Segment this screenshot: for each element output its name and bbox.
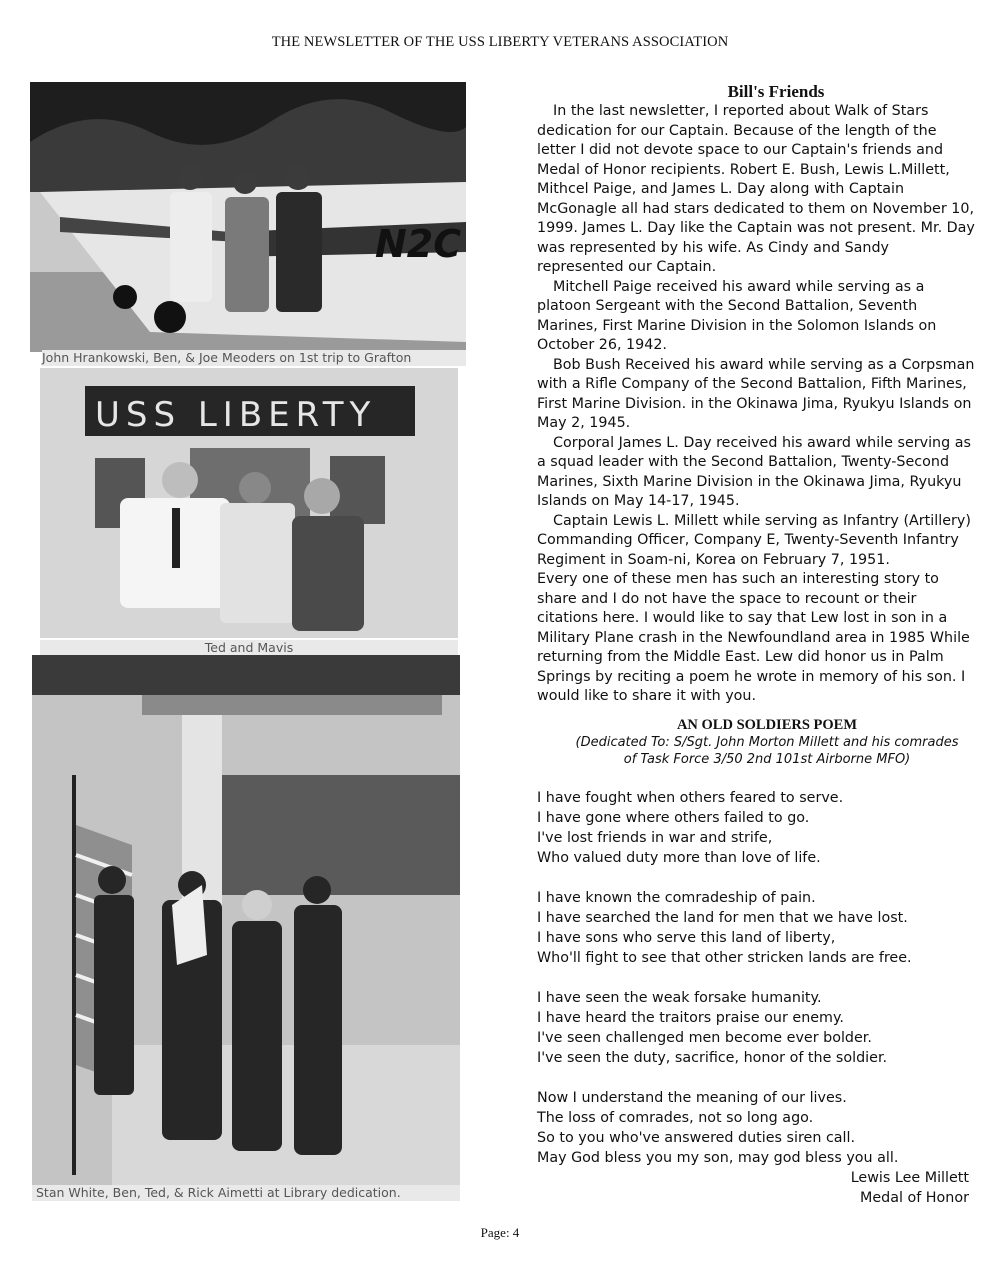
article-title: Bill's Friends <box>727 82 825 101</box>
poem-line: I've lost friends in war and strife, <box>537 829 773 846</box>
poem-stanza <box>537 988 977 1068</box>
poem-line: I've seen challenged men become ever bolder. <box>537 1029 872 1046</box>
poem-line: I have gone where others failed to go. <box>537 809 810 826</box>
poem-author: Lewis Lee Millett <box>850 1169 969 1186</box>
poem-dedication-line-1: (Dedicated To: S/Sgt. John Morton Millett and his comrades <box>575 734 959 750</box>
photo-plane <box>30 82 466 352</box>
poem-line: Now I understand the meaning of our lives. <box>537 1089 847 1106</box>
poem-title: AN OLD SOLDIERS POEM <box>676 716 858 733</box>
poem-line: The loss of comrades, not so long ago. <box>537 1109 814 1126</box>
article-paragraph: Captain Lewis L. Millett while serving as Infantry (Artillery) Commanding Officer, Company E, Twenty-Seventh Infantry Regiment in Soam-ni, Korea on February 7, 1951. <box>537 512 971 568</box>
poem-line: I have heard the traitors praise our enemy. <box>537 1009 844 1026</box>
poem-line: I have searched the land for men that we have lost. <box>537 909 908 926</box>
poem-line: Who valued duty more than love of life. <box>537 849 821 866</box>
poem-line: So to you who've answered duties siren call. <box>537 1129 856 1146</box>
article-paragraph: Mitchell Paige received his award while serving as a platoon Sergeant with the Second Battalion, Seventh Marines, First Marine Division in the Solomon Islands on October 26, 1942. <box>537 278 937 353</box>
poem-line: May God bless you my son, may god bless you all. <box>537 1149 899 1166</box>
poem-author-title: Medal of Honor <box>860 1189 969 1206</box>
uss-liberty-sign: USS LIBERTY <box>95 395 377 435</box>
poem-stanza <box>537 788 977 868</box>
photo-plane-caption: John Hrankowski, Ben, & Joe Meoders on 1st trip to Grafton <box>42 350 466 366</box>
poem-line: I have fought when others feared to serve. <box>537 789 844 806</box>
article-closing: Every one of these men has such an interesting story to share and I do not have the space to recount or their citations here. I would like to say that Lew lost in son in a Military Plane crash in the Newfoundland area in 1985 While returning from the Middle East. Lew did honor us in Palm Springs by reciting a poem he wrote in memory of his son. I would like to share it with you. <box>537 571 970 704</box>
photo-ted-mavis-caption: Ted and Mavis <box>40 640 458 656</box>
article-bills-friends <box>537 82 977 1208</box>
article-paragraph: Bob Bush Received his award while serving as a Corpsman with a Rifle Company of the Second Battalion, Fifth Marines, First Marine Division. in the Okinawa Jima, Ryukyu Islands on May 2, 1945. <box>537 356 975 431</box>
poem-line: I have sons who serve this land of liberty, <box>537 929 836 946</box>
poem-line: I have known the comradeship of pain. <box>537 889 816 906</box>
photo-library-dedication <box>32 655 460 1185</box>
plane-tail-number: N2C <box>375 222 462 266</box>
article-paragraph: Corporal James L. Day received his award while serving as a squad leader with the Second Battalion, Twenty-Second Marines, Sixth Marine Division in the Okinawa Jima, Ryukyu Islands on May 14-17, 1945. <box>537 434 971 509</box>
page-number: Page: 4 <box>480 1225 520 1240</box>
poem-line: I've seen the duty, sacrifice, honor of the soldier. <box>537 1049 888 1066</box>
newsletter-header: THE NEWSLETTER OF THE USS LIBERTY VETERANS ASSOCIATION <box>271 34 729 50</box>
poem-line: Who'll fight to see that other stricken lands are free. <box>537 949 912 966</box>
poem-line: I have seen the weak forsake humanity. <box>537 989 822 1006</box>
photo-library-dedication-caption: Stan White, Ben, Ted, & Rick Aimetti at Library dedication. <box>32 1185 460 1201</box>
photo-ted-mavis <box>40 368 458 638</box>
article-paragraph: In the last newsletter, I reported about Walk of Stars dedication for our Captain. Because of the length of the letter I did not devote space to our Captain's friends and Medal of Honor recipients. Robert E. Bush, Lewis L.Millett, Mithcel Paige, and James L. Day along with Captain McGonagle all had stars dedicated to them on November 10, 1999. James L. Day like the Captain was not present. Mr. Day was represented by his wife. As Cindy and Sandy represented our Captain. <box>537 103 975 275</box>
poem-dedication-line-2: of Task Force 3/50 2nd 101st Airborne MFO) <box>623 751 911 767</box>
poem-stanza <box>537 1088 977 1168</box>
poem-stanza <box>537 888 977 968</box>
